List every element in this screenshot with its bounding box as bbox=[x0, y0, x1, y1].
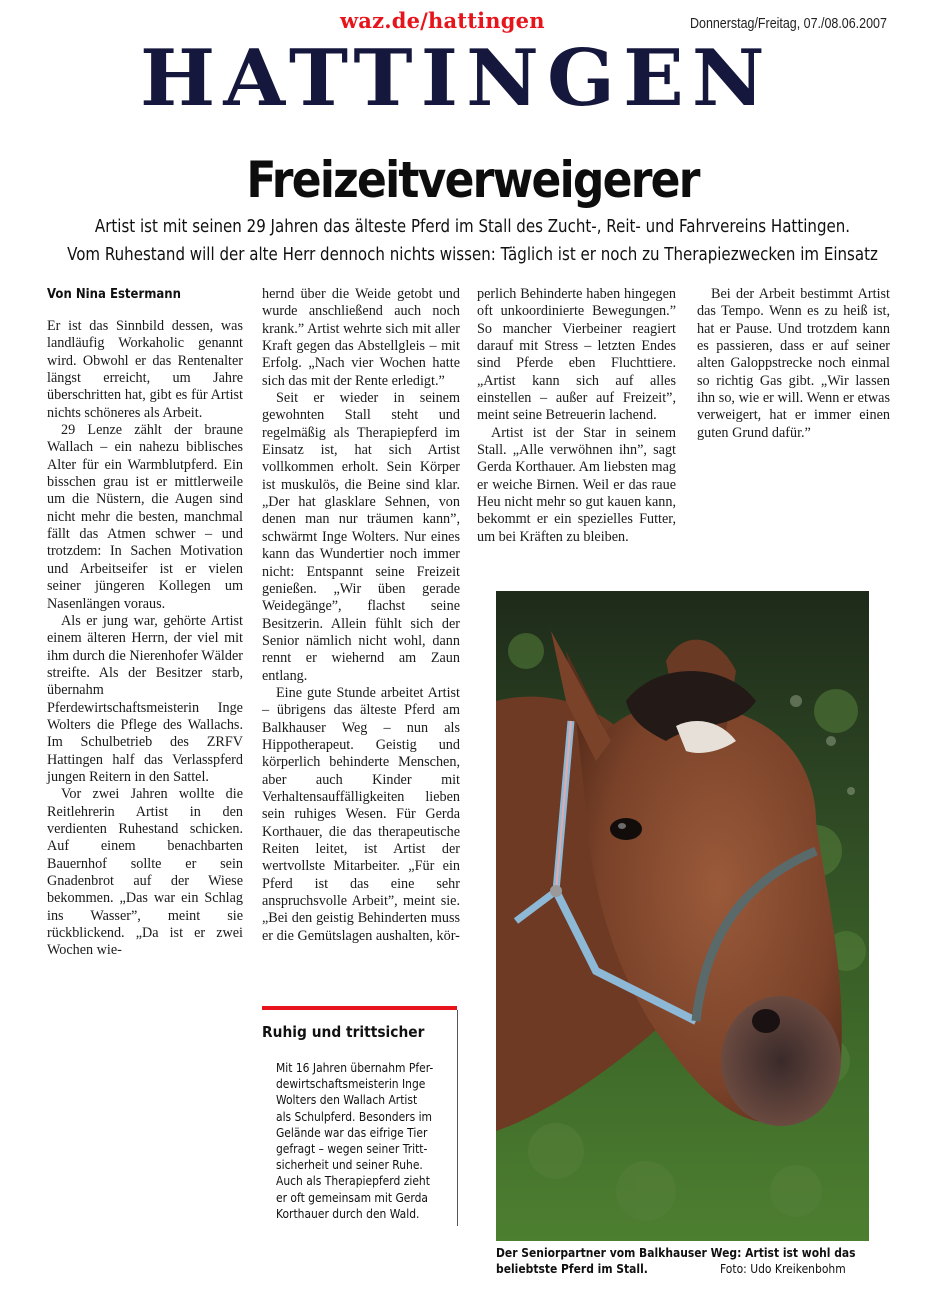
infobox-text bbox=[276, 1060, 456, 1222]
masthead: HATTINGEN bbox=[140, 33, 773, 124]
infobox-title: Ruhig und trittsicher bbox=[262, 1023, 425, 1041]
infobox-line: Gelände war das eifrige Tier bbox=[276, 1125, 428, 1140]
infobox-line: als Schulpferd. Besonders im bbox=[276, 1109, 433, 1124]
paragraph: Seit er wieder in seinem gewohnten Stall steht und regelmäßig als Therapiepferd im Einsatz ist, hat sich Artist vollkommen erholt. Sein Körper ist muskulös, die Beine sind klar. „Der hat glasklare Sehnen, von denen man nur träumen kann”, schwärmt Inge Wolters. Nur eines kann das Wundertier noch immer nicht: Entspannt seine Freizeit genießen. „Wir üben gerade Weidegänge”, flachst seine Besitzerin. Allein fühlt sich der Senior nämlich nicht wohl, dann rennt er wiehernd am Zaun entlang. bbox=[262, 390, 460, 684]
infobox-line: Wolters den Wallach Artist bbox=[276, 1093, 418, 1108]
infobox-line: gefragt – wegen seiner Tritt- bbox=[276, 1142, 428, 1157]
article-column-2 bbox=[262, 286, 460, 945]
infobox-border bbox=[457, 1010, 458, 1226]
article-column-1 bbox=[47, 318, 243, 960]
site-url: waz.de/hattingen bbox=[340, 8, 545, 33]
infobox-line: sicherheit und seiner Ruhe. bbox=[276, 1158, 423, 1173]
headline: Freizeitverweigerer bbox=[246, 151, 699, 209]
caption-line-1: Der Seniorpartner vom Balkhauser Weg: Artist ist wohl das bbox=[496, 1245, 856, 1260]
paragraph: Vor zwei Jahren wollte die Reitlehrerin Artist in den verdienten Ruhestand schicken. Auf einem benachbarten Bauernhof sollte er sein Gnadenbrot auf der Wiese bekommen. „Das war ein Schlag ins Wasser”, meint sie rückblickend. „Da ist er zwei Wochen wie- bbox=[47, 786, 243, 959]
subhead-line-1: Artist ist mit seinen 29 Jahren das älteste Pferd im Stall des Zucht-, Reit- und Fahrvereins Hattingen. bbox=[94, 217, 851, 237]
paragraph: Eine gute Stunde arbeitet Artist – übrigens das älteste Pferd am Balkhauser Weg – nun als Hippotherapeut. Geistig und körperlich behinderte Menschen, aber auch Kinder mit Verhaltensauffälligkeiten lieben sein ruhiges Wesen. Für Gerda Korthauer, die das therapeutische Reiten leitet, ist Artist der wertvollste Mitarbeiter. „Für ein Pferd ist das eine sehr anspruchsvolle Arbeit”, meint sie. „Bei den geistig Behinderten muss er die Gemütslagen aushalten, kör- bbox=[262, 684, 460, 944]
paragraph: Als er jung war, gehörte Artist einem älteren Herrn, der viel mit ihm durch die Nierenhofer Wälder streifte. Als der Besitzer starb, übernahm Pferdewirtschaftsmeisterin Inge Wolters die Pflege des Wallachs. Im Schulbetrieb des ZRFV Hattingen half das Verlasspferd jungen Reitern in den Sattel. bbox=[47, 612, 243, 785]
issue-date: Donnerstag/Freitag, 07./08.06.2007 bbox=[690, 16, 887, 32]
article-column-3 bbox=[477, 286, 676, 546]
infobox-line: Mit 16 Jahren übernahm Pfer- bbox=[276, 1061, 434, 1075]
paragraph: perlich Behinderte haben hingegen oft unkoordinierte Bewegungen.” So mancher Vierbeiner reagiert darauf mit Stress – letzten Endes sind Pferde eben Fluchttiere. „Artist kann sich auf alles einstellen – außer auf Freizeit”, meint seine Betreuerin lachend. bbox=[477, 286, 676, 424]
infobox-line: er oft gemeinsam mit Gerda bbox=[276, 1190, 428, 1205]
byline: Von Nina Estermann bbox=[47, 287, 181, 302]
paragraph: Artist ist der Star in seinem Stall. „Alle verwöhnen ihn”, sagt Gerda Korthauer. Am liebsten mag er weiche Birnen. Weil er das raue Heu nicht mehr so gut kauen kann, bekommt er ein spezielles Futter, um bei Kräften zu bleiben. bbox=[477, 424, 676, 545]
paragraph: Er ist das Sinnbild dessen, was landläufig Workaholic genannt wird. Obwohl er das Rentenalter längst erreicht, um Jahre überschritten hat, gibt es für Artist nichts schöneres als Arbeit. bbox=[47, 318, 243, 421]
paragraph: hernd über die Weide getobt und wurde anschließend auch noch krank.” Artist wehrte sich mit aller Kraft gegen das Abstellgleis – mit Erfolg. „Nach vier Wochen hatte sich das mit der Rente erledigt.” bbox=[262, 286, 460, 389]
article-column-4 bbox=[697, 286, 890, 442]
paragraph: 29 Lenze zählt der braune Wallach – ein nahezu biblisches Alter für ein Warmblutpferd. Ein bisschen grau ist er mittlerweile um die Nüstern, die Augen sind nicht mehr die besten, manchmal fällt das Atmen schwer – und trotzdem: In Sachen Motivation und Arbeitseifer ist er vielen seiner jüngeren Kollegen um Nasenlängen voraus. bbox=[47, 422, 243, 612]
infobox-line: dewirtschaftsmeisterin Inge bbox=[276, 1077, 426, 1092]
horse-photo-icon bbox=[496, 591, 869, 1241]
paragraph: Bei der Arbeit bestimmt Artist das Tempo. Wenn es zu heiß ist, hat er Pause. Und trotzdem kann es passieren, dass er auf seiner alten Galoppstrecke noch einmal so richtig Gas gibt. „Wir lassen ihn so, wie er will. Wenn er etwas verweigert, hat er immer einen guten Grund dafür.” bbox=[697, 286, 890, 441]
infobox-line: Korthauer durch den Wald. bbox=[276, 1206, 420, 1221]
infobox-red-rule bbox=[262, 1006, 457, 1010]
infobox-line: Auch als Therapiepferd zieht bbox=[276, 1174, 430, 1189]
subhead-line-2: Vom Ruhestand will der alte Herr dennoch nichts wissen: Täglich ist er noch zu Therapiezwecken im Einsatz bbox=[67, 245, 878, 265]
caption-line-2: beliebtste Pferd im Stall. bbox=[496, 1261, 648, 1276]
photo-credit: Foto: Udo Kreikenbohm bbox=[720, 1261, 846, 1276]
